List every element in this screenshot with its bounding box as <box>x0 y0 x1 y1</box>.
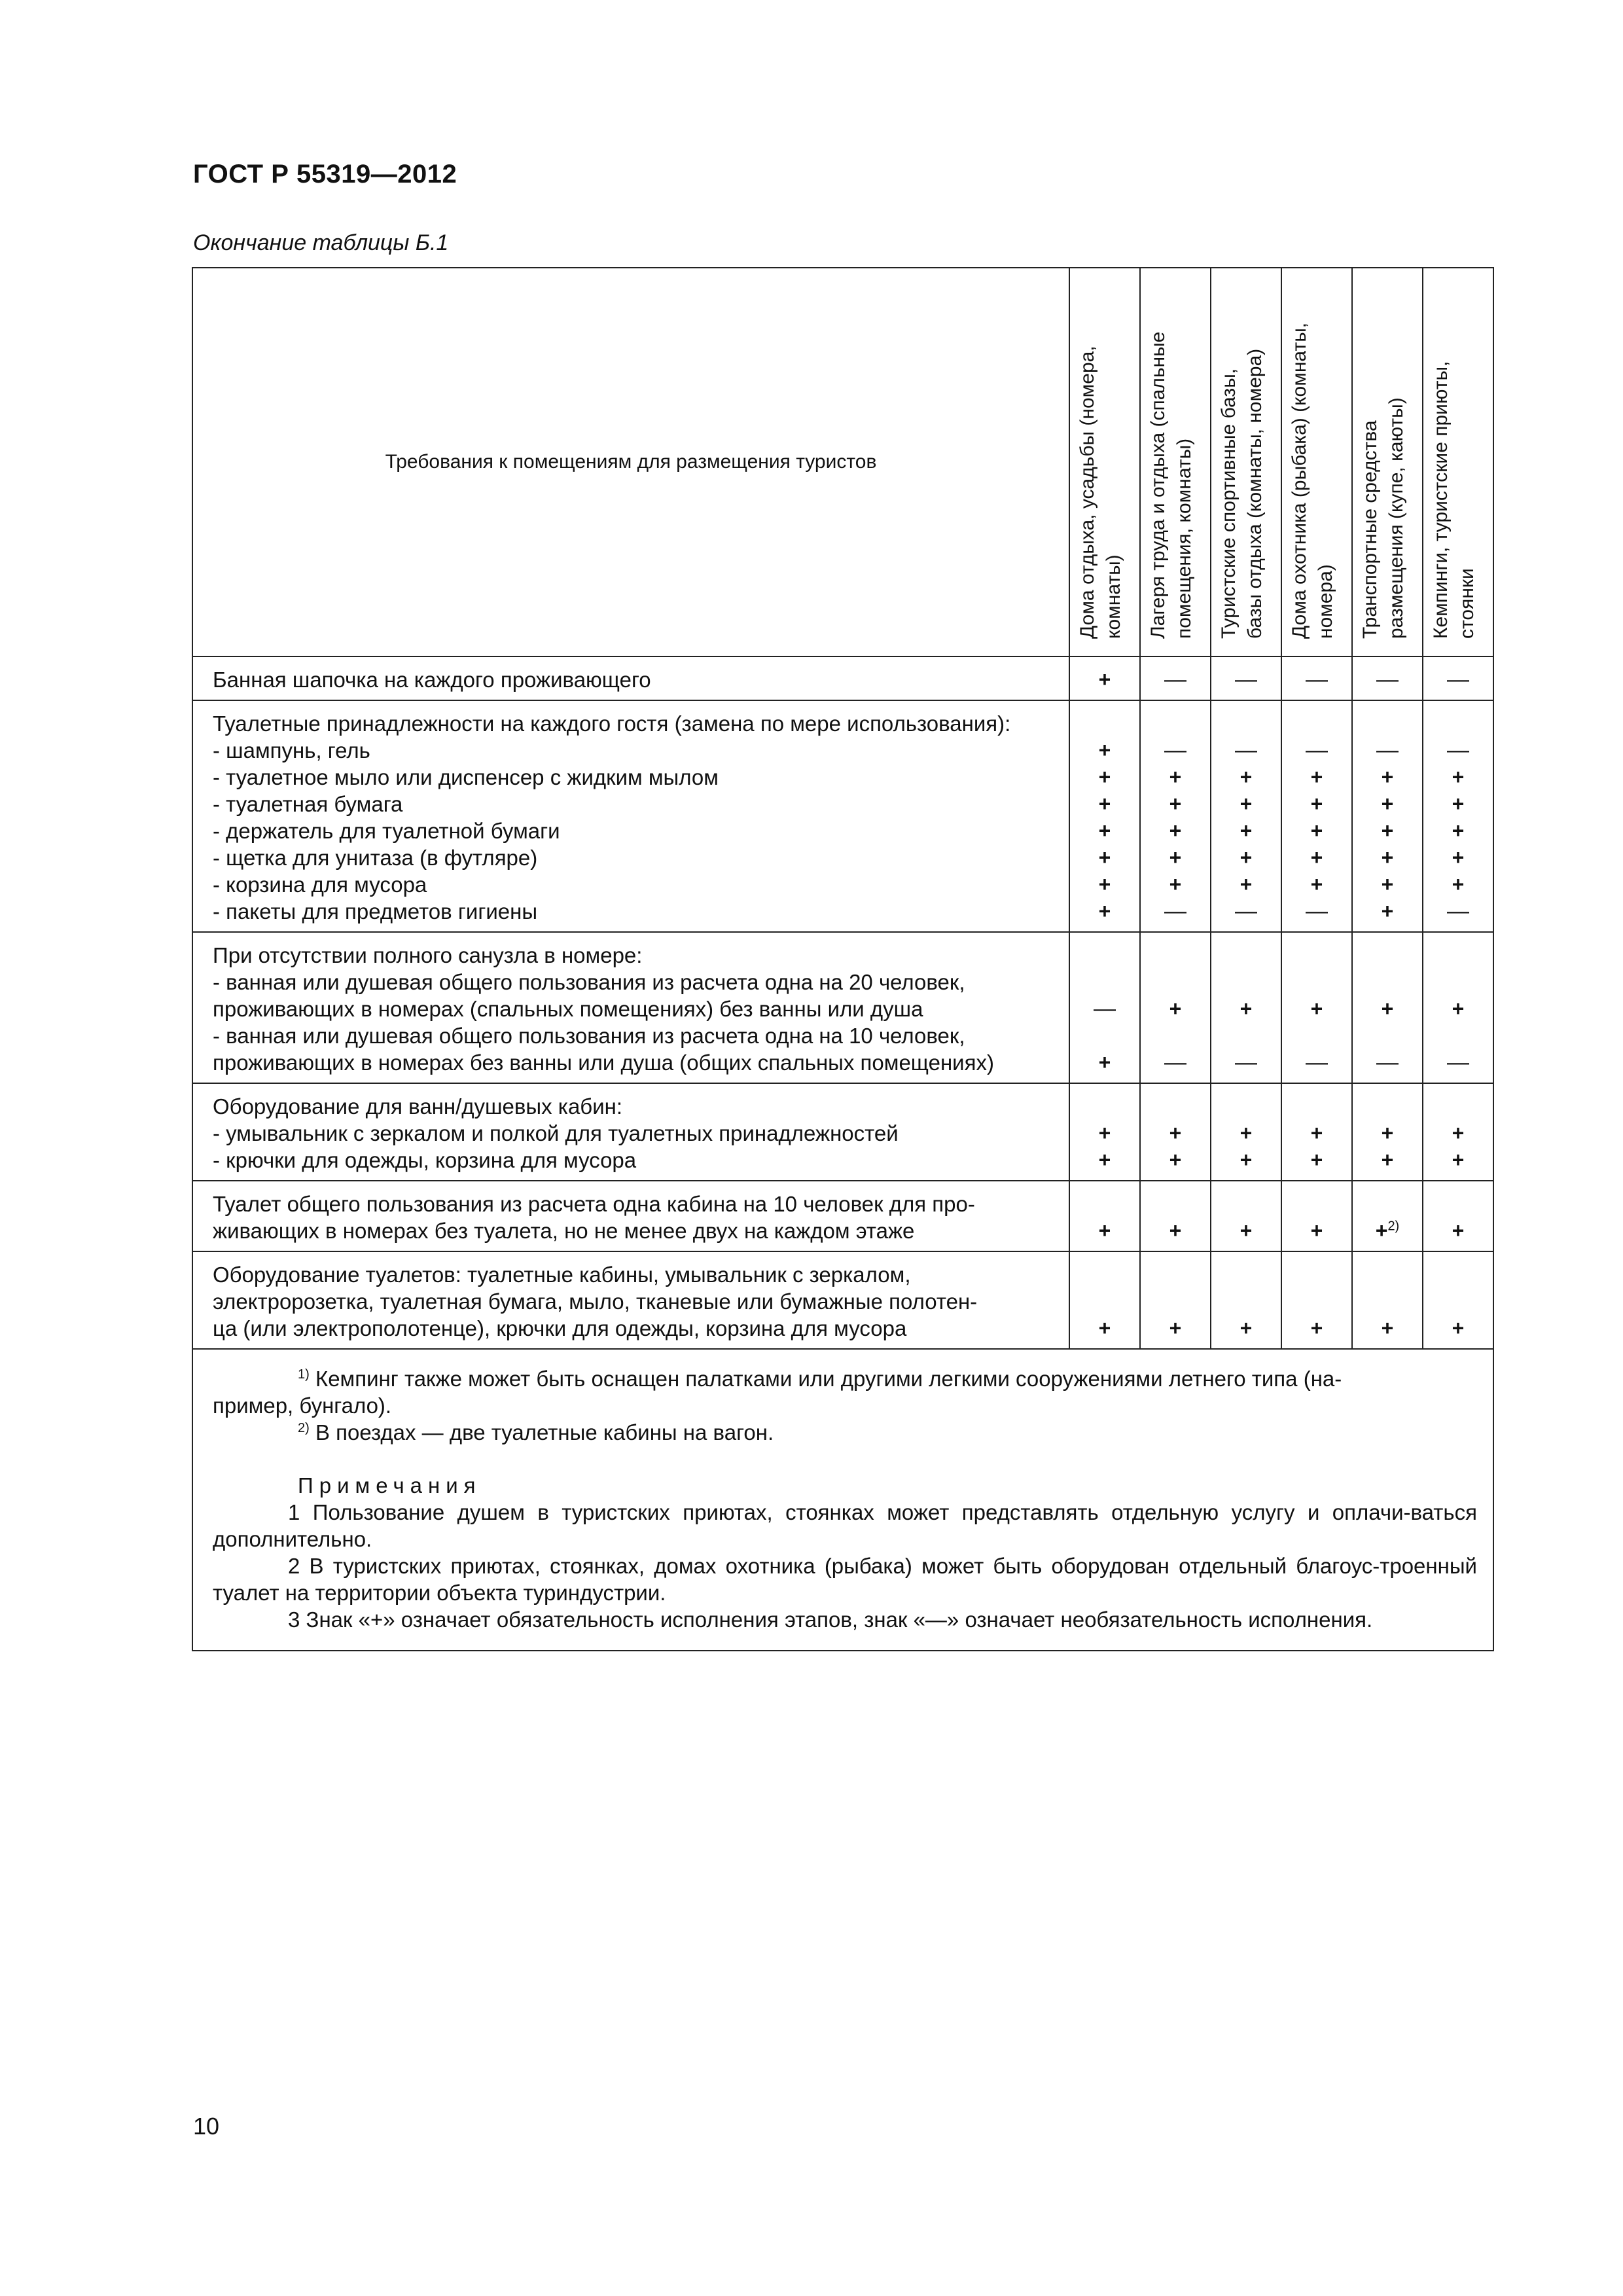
footnote-1: $^{1)}$ Кемпинг также может быть оснащен палатками или другими легкими сооружениями летнего типа (на- <box>298 1367 1342 1391</box>
mark-cell: + <box>1069 656 1140 700</box>
mark-cell: + + <box>1423 1083 1493 1181</box>
column-header-holiday-homes: Дома отдыха, усадьбы (номера, комнаты) <box>1069 268 1140 656</box>
mark-cell: — <box>1211 656 1281 700</box>
mark-cell: + <box>1423 1181 1493 1251</box>
mark-cell: — + + + + + — <box>1281 700 1352 932</box>
requirement-cell: Оборудование для ванн/душевых кабин: - умывальник с зеркалом и полкой для туалетных принадлежностей - крючки для одежды, корзина для мусора <box>192 1083 1069 1181</box>
note-1: 1 Пользование душем в туристских приютах, стоянках может представлять отдельную услугу и оплачи-ваться дополнительно. <box>213 1500 1477 1551</box>
mark-cell: + — <box>1423 932 1493 1083</box>
notes-title: Примечания <box>298 1473 482 1498</box>
mark-cell: + — <box>1281 932 1352 1083</box>
mark-cell: — + + + + + + <box>1352 700 1423 932</box>
requirement-cell: Туалет общего пользования из расчета одна кабина на 10 человек для про- живающих в номерах без туалета, но не менее двух на каждом этаже <box>192 1181 1069 1251</box>
requirement-cell: Туалетные принадлежности на каждого гостя (замена по мере использования): - шампунь, гель - туалетное мыло или диспенсер с жидким мылом - туалетная бумага - держатель для туалетной бумаги - щетка для унитаза (в футляре) - корзина для мусора - пакеты для предметов гигиены <box>192 700 1069 932</box>
mark-cell: + <box>1140 1251 1211 1349</box>
mark-cell: — + + + + + — <box>1423 700 1493 932</box>
mark-cell: + <box>1281 1251 1352 1349</box>
table-row <box>192 1083 1493 1181</box>
table-caption: Окончание таблицы Б.1 <box>193 230 449 255</box>
column-header-labor-camps: Лагеря труда и отдыха (спальные помещения, комнаты) <box>1140 268 1211 656</box>
mark-cell: — <box>1281 656 1352 700</box>
table-row <box>192 1251 1493 1349</box>
table-row <box>192 932 1493 1083</box>
requirement-cell: Банная шапочка на каждого проживающего <box>192 656 1069 700</box>
mark-cell: +$^{2)}$ <box>1352 1181 1423 1251</box>
notes-row <box>192 1349 1493 1651</box>
mark-cell: + <box>1281 1181 1352 1251</box>
table-row <box>192 656 1493 700</box>
mark-cell: + + <box>1069 1083 1140 1181</box>
mark-cell: — <box>1140 656 1211 700</box>
page-number: 10 <box>193 2113 220 2140</box>
column-header-transport: Транспортные средства размещения (купе, каюты) <box>1352 268 1423 656</box>
mark-cell: + — <box>1352 932 1423 1083</box>
document-header-title: ГОСТ Р 55319—2012 <box>193 160 457 188</box>
note-3: 3 Знак «+» означает обязательность исполнения этапов, знак «—» означает необязательность исполнения. <box>288 1607 1373 1632</box>
mark-cell: + — <box>1211 932 1281 1083</box>
mark-cell: + <box>1423 1251 1493 1349</box>
note-2: 2 В туристских приютах, стоянках, домах охотника (рыбака) может быть оборудован отдельный благоус-троенный туалет на территории объекта туриндустрии. <box>213 1554 1477 1605</box>
mark-cell: + + <box>1352 1083 1423 1181</box>
mark-cell: + <box>1352 1251 1423 1349</box>
mark-cell: + <box>1211 1181 1281 1251</box>
requirements-table <box>192 267 1493 1651</box>
requirement-cell: При отсутствии полного санузла в номере: - ванная или душевая общего пользования из расчета одна на 20 человек, проживающих в номерах (спальных помещениях) без ванны или душа - ванная или душевая общего пользования из расчета одна на 10 человек, проживающих в номерах без ванны или душа (общих спальных помещениях) <box>192 932 1069 1083</box>
mark-cell: — + <box>1069 932 1140 1083</box>
notes-cell <box>192 1349 1493 1651</box>
column-header-sport-bases: Туристские спортивные базы, базы отдыха (комнаты, номера) <box>1211 268 1281 656</box>
mark-cell: — <box>1352 656 1423 700</box>
footnote-1-continuation: пример, бунгало). <box>213 1393 392 1418</box>
column-header-hunter-homes: Дома охотника (рыбака) (комнаты, номера) <box>1281 268 1352 656</box>
mark-cell: + + + + + + + <box>1069 700 1140 932</box>
mark-cell: — <box>1423 656 1493 700</box>
mark-cell: — + + + + + — <box>1211 700 1281 932</box>
mark-cell: + <box>1069 1251 1140 1349</box>
requirement-cell: Оборудование туалетов: туалетные кабины, умывальник с зеркалом, электророзетка, туалетная бумага, мыло, тканевые или бумажные полотен- ца (или электрополотенце), крючки для одежды, корзина для мусора <box>192 1251 1069 1349</box>
mark-cell: + — <box>1140 932 1211 1083</box>
table-row <box>192 700 1493 932</box>
mark-cell: + + <box>1211 1083 1281 1181</box>
mark-cell: + <box>1140 1181 1211 1251</box>
column-header-campings: Кемпинги, туристские приюты, стоянки <box>1423 268 1493 656</box>
mark-cell: + + <box>1140 1083 1211 1181</box>
mark-cell: + + <box>1281 1083 1352 1181</box>
footnote-2: $^{2)}$ В поездах — две туалетные кабины на вагон. <box>298 1420 774 1444</box>
table-header-row <box>192 268 1493 656</box>
table-row <box>192 1181 1493 1251</box>
mark-cell: — + + + + + — <box>1140 700 1211 932</box>
footnote-ref: 2) <box>1387 1219 1400 1234</box>
main-column-header: Требования к помещениям для размещения туристов <box>192 268 1069 656</box>
mark-cell: + <box>1211 1251 1281 1349</box>
mark-cell: + <box>1069 1181 1140 1251</box>
